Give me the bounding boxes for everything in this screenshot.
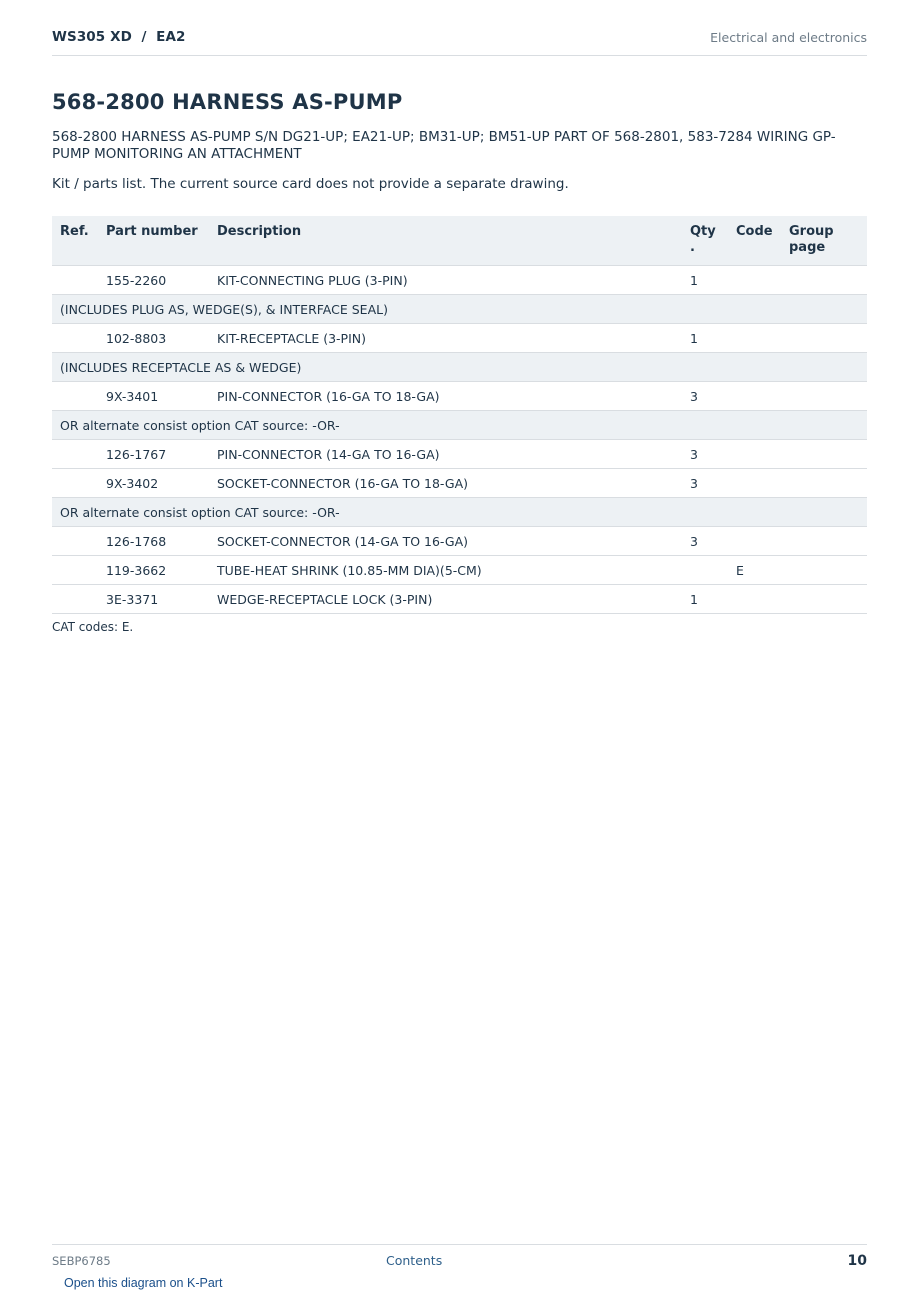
cell-group-page (781, 556, 867, 585)
cell-description: SOCKET-CONNECTOR (16-GA TO 18-GA) (209, 469, 682, 498)
cell-description: SOCKET-CONNECTOR (14-GA TO 16-GA) (209, 527, 682, 556)
table-row (52, 440, 867, 469)
column-header-ref: Ref. (52, 216, 98, 266)
cell-ref (52, 585, 98, 614)
column-header-part-number: Part number (98, 216, 209, 266)
cell-ref (52, 382, 98, 411)
table-note-row (52, 411, 867, 440)
note-text: OR alternate consist option CAT source: -OR- (52, 411, 867, 440)
page-number: 10 (847, 1253, 867, 1269)
table-row (52, 469, 867, 498)
cell-group-page (781, 382, 867, 411)
cell-ref (52, 440, 98, 469)
cell-code (728, 469, 781, 498)
table-row (52, 324, 867, 353)
cell-part-number: 9X-3401 (98, 382, 209, 411)
cell-description: WEDGE-RECEPTACLE LOCK (3-PIN) (209, 585, 682, 614)
column-header-qty: Qty . (682, 216, 728, 266)
page-subtitle: 568-2800 HARNESS AS-PUMP S/N DG21-UP; EA21-UP; BM31-UP; BM51-UP PART OF 568-2801, 583-7284 WIRING GP-PUMP MONITORING AN ATTACHMENT (52, 129, 836, 162)
cell-ref (52, 324, 98, 353)
section-name: Electrical and electronics (710, 30, 867, 45)
document-code: SEBP6785 (52, 1254, 111, 1268)
cell-group-page (781, 266, 867, 295)
cell-code (728, 585, 781, 614)
cell-description: TUBE-HEAT SHRINK (10.85-MM DIA)(5-CM) (209, 556, 682, 585)
contents-link[interactable]: Contents (386, 1253, 443, 1268)
cell-part-number: 155-2260 (98, 266, 209, 295)
kit-note: Kit / parts list. The current source card does not provide a separate drawing. (52, 176, 569, 192)
table-note-row (52, 498, 867, 527)
cell-code (728, 527, 781, 556)
cell-group-page (781, 585, 867, 614)
note-text: (INCLUDES RECEPTACLE AS & WEDGE) (52, 353, 867, 382)
cell-qty: 3 (682, 527, 728, 556)
cell-code (728, 324, 781, 353)
table-row (52, 585, 867, 614)
cell-qty: 1 (682, 266, 728, 295)
table-row (52, 266, 867, 295)
cell-part-number: 3E-3371 (98, 585, 209, 614)
cell-group-page (781, 440, 867, 469)
cell-qty: 3 (682, 469, 728, 498)
cell-description: PIN-CONNECTOR (14-GA TO 16-GA) (209, 440, 682, 469)
cell-group-page (781, 469, 867, 498)
table-note-row (52, 353, 867, 382)
cell-code (728, 382, 781, 411)
cell-description: KIT-RECEPTACLE (3-PIN) (209, 324, 682, 353)
cell-part-number: 126-1768 (98, 527, 209, 556)
page-footer (52, 1244, 867, 1275)
cell-ref (52, 527, 98, 556)
table-header-row (52, 216, 867, 266)
table-row (52, 527, 867, 556)
table-note-row (52, 295, 867, 324)
cat-codes: CAT codes: E. (52, 620, 134, 634)
cell-group-page (781, 527, 867, 556)
cell-code (728, 266, 781, 295)
model-breadcrumb: WS305 XD / EA2 (52, 29, 186, 45)
cell-qty: 3 (682, 440, 728, 469)
cell-description: PIN-CONNECTOR (16-GA TO 18-GA) (209, 382, 682, 411)
cell-code: E (728, 556, 781, 585)
cell-qty: 1 (682, 585, 728, 614)
table-row (52, 382, 867, 411)
cell-part-number: 126-1767 (98, 440, 209, 469)
parts-table (52, 216, 867, 614)
cell-qty: 1 (682, 324, 728, 353)
note-text: OR alternate consist option CAT source: -OR- (52, 498, 867, 527)
cell-group-page (781, 324, 867, 353)
cell-qty (682, 556, 728, 585)
cell-ref (52, 469, 98, 498)
cell-qty: 3 (682, 382, 728, 411)
table-row (52, 556, 867, 585)
cell-code (728, 440, 781, 469)
parts-table-body (52, 266, 867, 614)
open-diagram-link[interactable]: Open this diagram on K-Part (64, 1276, 223, 1290)
column-header-code: Code (728, 216, 781, 266)
cell-ref (52, 556, 98, 585)
cell-ref (52, 266, 98, 295)
cell-part-number: 119-3662 (98, 556, 209, 585)
page-header (52, 28, 867, 56)
cell-description: KIT-CONNECTING PLUG (3-PIN) (209, 266, 682, 295)
cell-part-number: 9X-3402 (98, 469, 209, 498)
column-header-group-page: Group page (781, 216, 867, 266)
note-text: (INCLUDES PLUG AS, WEDGE(S), & INTERFACE SEAL) (52, 295, 867, 324)
page-title: 568-2800 HARNESS AS-PUMP (52, 90, 403, 114)
cell-part-number: 102-8803 (98, 324, 209, 353)
column-header-description: Description (209, 216, 682, 266)
